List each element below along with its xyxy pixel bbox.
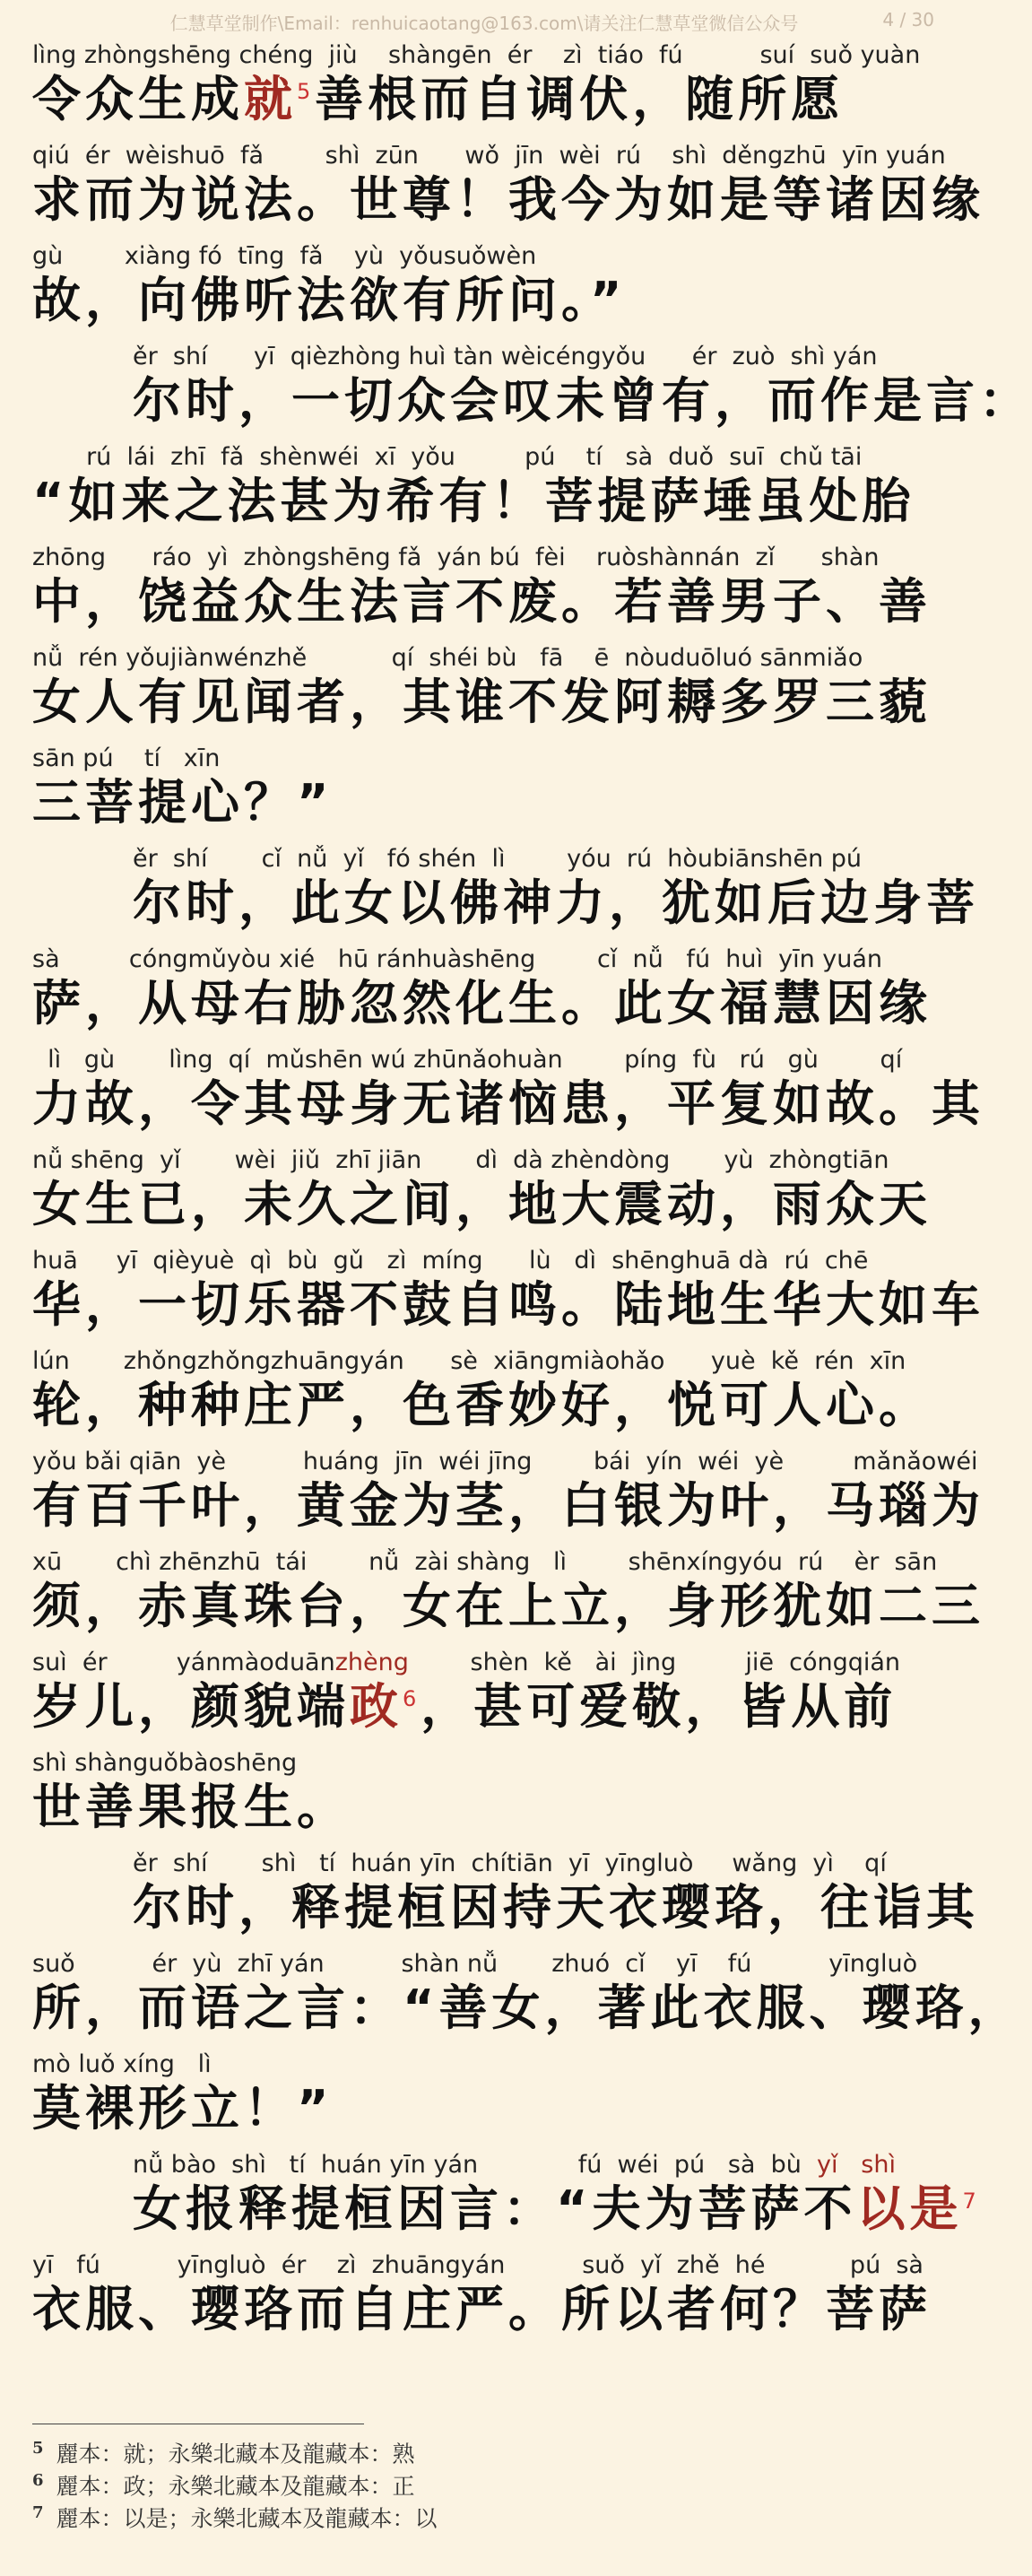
pinyin-line: [32, 1146, 938, 1174]
text-line: [32, 1442, 984, 1543]
hanzi-text: 女报释提桓因言：“夫为菩萨不: [133, 2180, 857, 2237]
pinyin-line: [32, 41, 938, 69]
page-number: 4 / 30: [882, 9, 934, 30]
footnote-text: 麗本：政；永樂北藏本及龍藏本：正: [56, 2473, 415, 2500]
hanzi-text: 求而为说法。世尊！我今为如是等诸因缘: [32, 171, 984, 228]
pinyin-line: [32, 2251, 938, 2279]
footnotes: [32, 2432, 929, 2532]
pinyin-line: [32, 2050, 938, 2078]
pinyin-line: [133, 845, 938, 873]
hanzi-text: 有百千叶，黄金为茎，白银为叶，马瑙为: [32, 1477, 984, 1534]
text-line: [32, 1543, 984, 1643]
hanzi-text: 须，赤真珠台，女在上立，身形犹如二三: [32, 1578, 984, 1634]
pinyin-line: [32, 443, 938, 471]
hanzi-text: 莫裸形立！”: [32, 2080, 334, 2137]
pinyin-variant: zhèng: [334, 1649, 409, 1676]
pinyin-line: [133, 1849, 938, 1877]
pinyin-variant: yǐ shì: [817, 2151, 896, 2179]
hanzi-line: [32, 1579, 984, 1643]
pinyin-text: gù xiàng fó tīng fǎ yù yǒusuǒwèn: [32, 242, 537, 270]
footnote: [32, 2465, 929, 2500]
pinyin-text: huā yī qièyuè qì bù gǔ zì míng lù dì shēnghuā dà rú chē: [32, 1247, 869, 1275]
pinyin-text: qiú ér wèishuō fǎ shì zūn wǒ jīn wèi rú shì děngzhū yīn yuán: [32, 142, 946, 170]
pinyin-line: [32, 544, 938, 571]
pinyin-text: ěr shí yī qièzhòng huì tàn wèicéngyǒu ér zuò shì yán: [133, 343, 878, 370]
hanzi-line: [32, 1980, 1021, 2045]
hanzi-text: 善根而自调伏，随所愿: [315, 71, 845, 127]
variant-character: 以是: [856, 2180, 963, 2237]
pinyin-text: mò luǒ xíng lì: [32, 2050, 212, 2078]
hanzi-text: 所，而语之言：“善女，著此衣服、璎珞，: [32, 1980, 1021, 2036]
hanzi-line: [133, 2181, 981, 2246]
hanzi-line: [32, 674, 932, 739]
text-line: [32, 1643, 938, 1744]
footnote: [32, 2497, 929, 2532]
pinyin-line: [133, 343, 938, 370]
header-title: 仁慧草堂制作\Email：renhuicaotang@163.com\请关注仁慧草堂微信公众号: [169, 13, 799, 34]
hanzi-line: [133, 1880, 979, 1945]
hanzi-line: [32, 1076, 984, 1141]
hanzi-text: 三菩提心？”: [32, 774, 334, 831]
text-line: [32, 739, 938, 840]
hanzi-line: [32, 1780, 350, 1844]
pinyin-text: yǒu bǎi qiān yè huáng jīn wéi jīng bái yín wéi yè mǎnǎowéi: [32, 1448, 978, 1475]
pinyin-text: lì gù lìng qí mǔshēn wú zhūnǎohuàn píng fù rú gù qí: [32, 1046, 903, 1074]
text-line: [32, 2246, 938, 2346]
footnote-text: 麗本：就；永樂北藏本及龍藏本：熟: [56, 2441, 415, 2467]
pinyin-text: sà cóngmǔyòu xié hū ránhuàshēng cǐ nǚ fú huì yīn yuán: [32, 945, 883, 973]
pinyin-line: [32, 1950, 938, 1978]
text-line: [32, 237, 938, 337]
hanzi-line: [32, 1277, 984, 1342]
hanzi-text: 故，向佛听法欲有所问。”: [32, 272, 627, 328]
pinyin-line: [32, 744, 938, 772]
text-line: [32, 136, 984, 237]
variant-character: 就: [244, 71, 297, 127]
footnote: [32, 2432, 929, 2465]
hanzi-line: [32, 1378, 932, 1442]
pinyin-line: [133, 2151, 938, 2179]
hanzi-line: [32, 1177, 932, 1241]
text-line: [32, 1844, 979, 1945]
hanzi-text: 萨，从母右胁忽然化生。此女福慧因缘: [32, 975, 932, 1031]
hanzi-text: 中，饶益众生法言不废。若善男子、善: [32, 573, 932, 630]
text-line: [32, 1945, 1021, 2045]
page-header: [0, 5, 968, 38]
hanzi-line: [32, 1679, 897, 1744]
text-line: [32, 2045, 938, 2145]
hanzi-line: [32, 1478, 984, 1543]
text-line: [32, 36, 938, 136]
pinyin-line: [32, 1046, 938, 1074]
pinyin-text: lún zhǒngzhǒngzhuāngyán sè xiāngmiàohǎo yuè kě rén xīn: [32, 1347, 906, 1375]
footnote-number: 7: [32, 2503, 44, 2522]
hanzi-text: “如来之法甚为希有！菩提萨埵虽处胎: [32, 473, 915, 529]
hanzi-text: 轮，种种庄严，色香妙好，悦可人心。: [32, 1377, 932, 1433]
scripture-text: [32, 36, 1032, 2346]
hanzi-text: 衣服、璎珞而自庄严。所以者何？菩萨: [32, 2281, 932, 2337]
pinyin-line: [32, 1247, 938, 1275]
hanzi-line: [32, 574, 932, 639]
pinyin-text: yī fú yīngluò ér zì zhuāngyán suǒ yǐ zhě hé pú sà: [32, 2251, 924, 2279]
pinyin-line: [32, 945, 938, 973]
footnote-marker: 5: [297, 79, 316, 104]
text-line: [32, 438, 938, 538]
text-line: [32, 840, 979, 940]
hanzi-text: 女生已，未久之间，地大震动，雨众天: [32, 1176, 932, 1232]
pinyin-line: [32, 644, 938, 672]
pinyin-text: suǒ ér yù zhī yán shàn nǚ zhuó cǐ yī fú yīngluò: [32, 1950, 918, 1978]
footnote-number: 6: [32, 2471, 44, 2490]
pinyin-line: [32, 1649, 938, 1676]
pinyin-text: ěr shí cǐ nǚ yǐ fó shén lì yóu rú hòubiānshēn pú: [133, 845, 863, 873]
pinyin-text: rú lái zhī fǎ shènwéi xī yǒu pú tí sà duǒ suī chǔ tāi: [32, 443, 863, 471]
hanzi-line: [32, 273, 627, 337]
hanzi-text: 力故，令其母身无诸恼患，平复如故。其: [32, 1075, 984, 1132]
hanzi-text: 尔时，一切众会叹未曾有，而作是言：: [133, 372, 1032, 429]
footnote-marker: 6: [403, 1686, 421, 1711]
pinyin-text: ěr shí shì tí huán yīn chítiān yī yīngluò wǎng yì qí: [133, 1849, 887, 1877]
pinyin-text: lìng zhòngshēng chéng jiù shàngēn ér zì tiáo fú suí suǒ yuàn: [32, 41, 921, 69]
pinyin-line: [32, 1347, 938, 1375]
hanzi-text: 女人有见闻者，其谁不发阿耨多罗三藐: [32, 674, 932, 730]
hanzi-line: [32, 72, 844, 136]
pinyin-text: shèn kě ài jìng jiē cóngqián: [408, 1649, 901, 1676]
pinyin-line: [32, 1548, 938, 1576]
text-line: [32, 940, 938, 1040]
pinyin-text: nǚ rén yǒujiànwénzhě qí shéi bù fā ē nòuduōluó sānmiǎo: [32, 644, 863, 672]
hanzi-text: 令众生成: [32, 71, 244, 127]
text-line: [32, 538, 938, 639]
pinyin-text: nǚ bào shì tí huán yīn yán fú wéi pú sà bù: [133, 2151, 818, 2179]
pinyin-text: suì ér yánmàoduān: [32, 1649, 335, 1676]
text-line: [32, 1141, 938, 1241]
text-line: [32, 337, 1032, 438]
hanzi-text: 尔时，此女以佛神力，犹如后边身菩: [133, 875, 979, 931]
pinyin-text: shì shànguǒbàoshēng: [32, 1749, 298, 1777]
hanzi-line: [32, 976, 932, 1040]
hanzi-text: ，甚可爱敬，皆从前: [421, 1678, 898, 1735]
pinyin-line: [32, 142, 946, 170]
hanzi-line: [32, 2081, 334, 2145]
hanzi-text: 华，一切乐器不鼓自鸣。陆地生华大如车: [32, 1276, 984, 1333]
footnote-marker: 7: [962, 2189, 981, 2214]
text-line: [32, 1342, 938, 1442]
pinyin-text: sān pú tí xīn: [32, 744, 221, 772]
footnote-number: 5: [32, 2439, 44, 2458]
hanzi-line: [32, 2282, 932, 2346]
pinyin-line: [32, 1749, 938, 1777]
pinyin-text: xū chì zhēnzhū tái nǚ zài shàng lì shēnxíngyóu rú èr sān: [32, 1548, 938, 1576]
variant-character: 政: [350, 1678, 403, 1735]
text-line: [32, 2145, 981, 2246]
text-line: [32, 1241, 984, 1342]
pinyin-line: [32, 1448, 978, 1475]
hanzi-text: 世善果报生。: [32, 1779, 350, 1835]
pinyin-line: [32, 242, 938, 270]
text-line: [32, 1744, 938, 1844]
footnote-text: 麗本：以是；永樂北藏本及龍藏本：以: [56, 2505, 438, 2532]
text-line: [32, 1040, 984, 1141]
text-line: [32, 639, 938, 739]
hanzi-text: 尔时，释提桓因持天衣璎珞，往诣其: [133, 1879, 979, 1936]
hanzi-text: 岁儿，颜貌端: [32, 1678, 350, 1735]
hanzi-line: [32, 172, 984, 237]
hanzi-line: [32, 474, 915, 538]
hanzi-line: [133, 875, 979, 940]
pinyin-text: nǚ shēng yǐ wèi jiǔ zhī jiān dì dà zhèndòng yù zhòngtiān: [32, 1146, 889, 1174]
hanzi-line: [32, 775, 334, 840]
pinyin-text: zhōng ráo yì zhòngshēng fǎ yán bú fèi ruòshànnán zǐ shàn: [32, 544, 880, 571]
hanzi-line: [133, 373, 1032, 438]
